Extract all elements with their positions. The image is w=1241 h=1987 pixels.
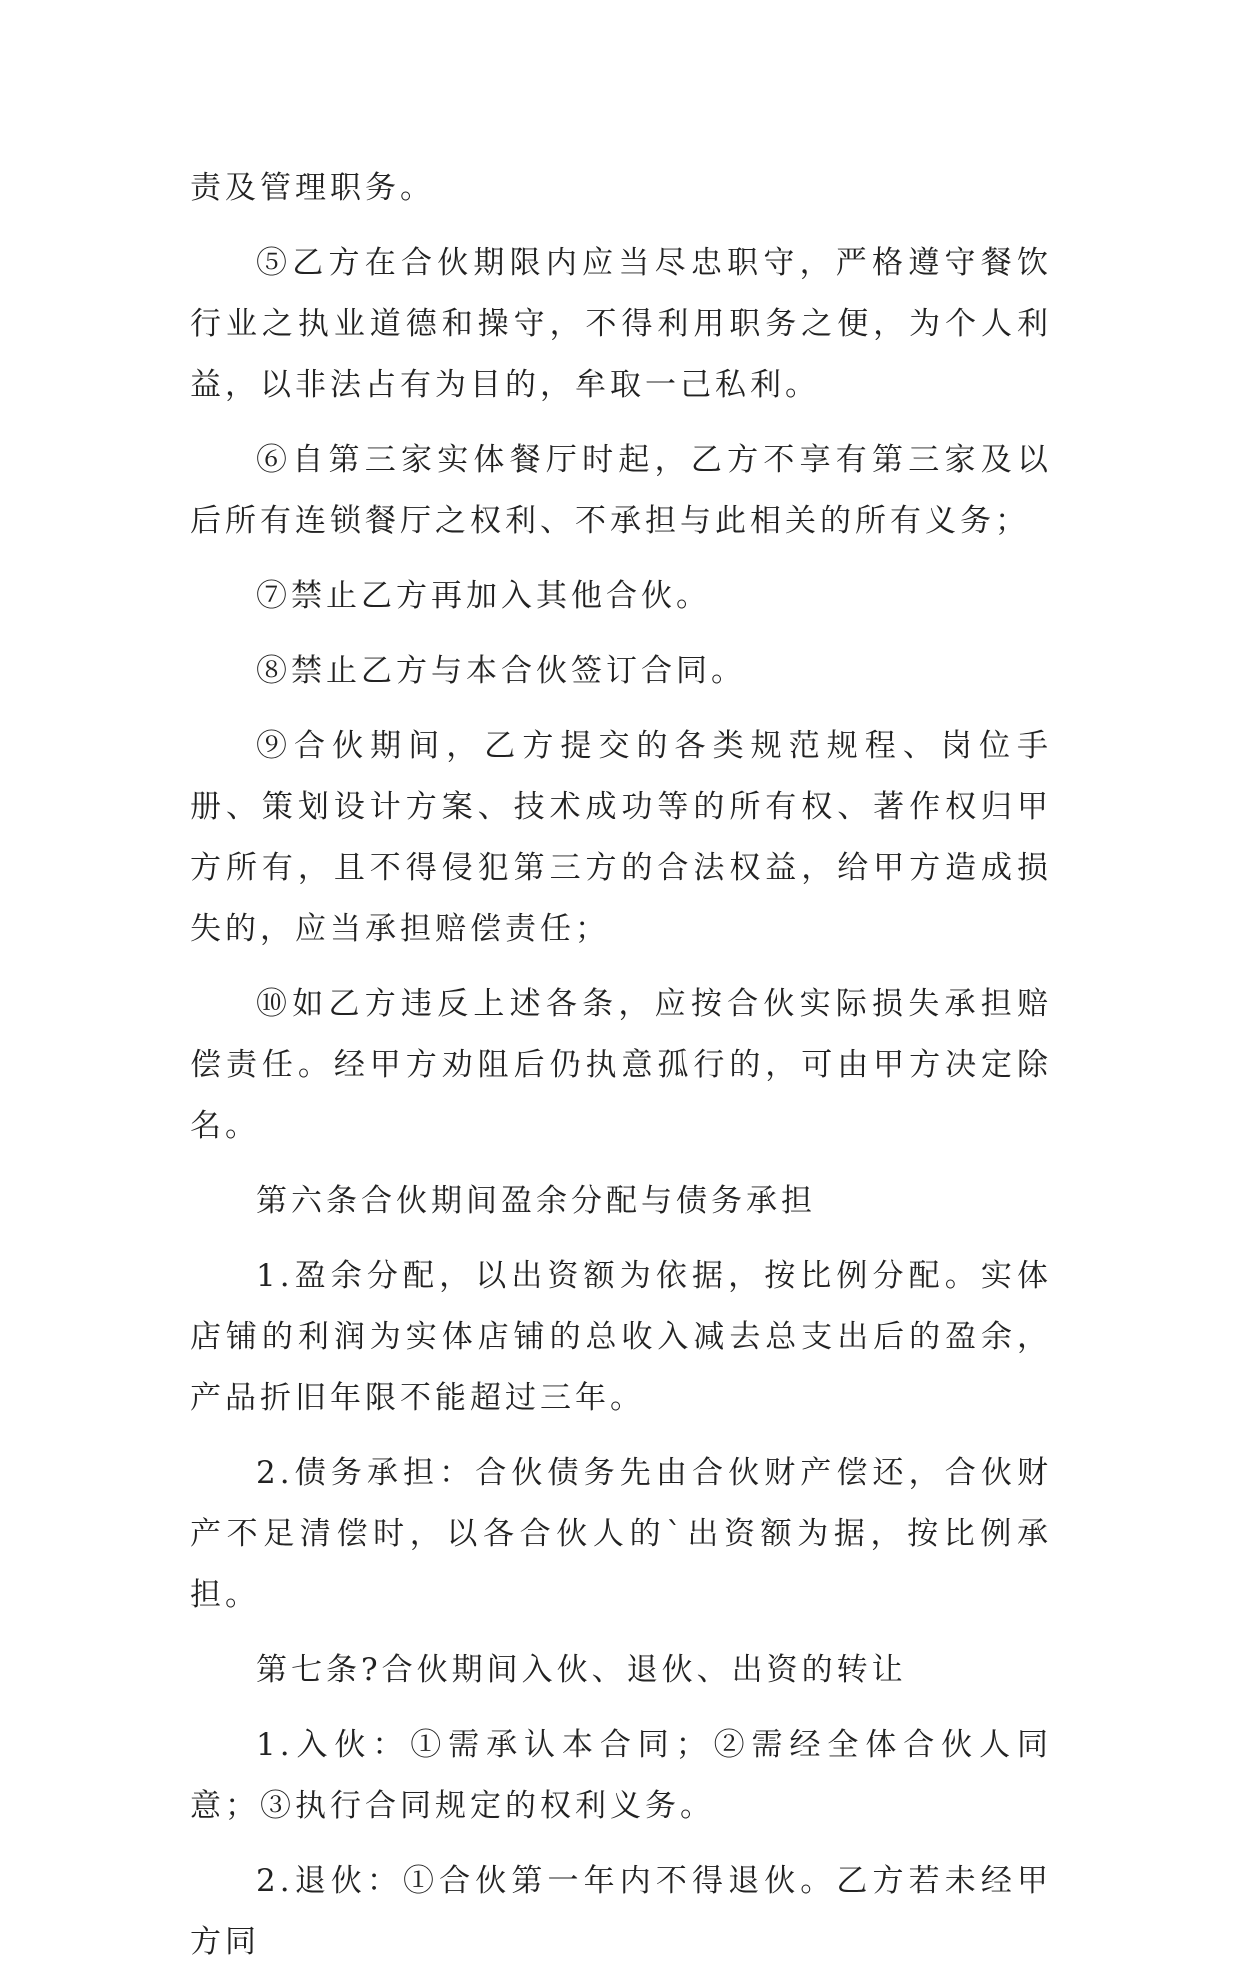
paragraph: 1.盈余分配，以出资额为依据，按比例分配。实体店铺的利润为实体店铺的总收入减去总支出后的盈余，产品折旧年限不能超过三年。 [190, 1258, 1052, 1416]
paragraph: ⑨合伙期间，乙方提交的各类规范规程、岗位手册、策划设计方案、技术成功等的所有权、著作权归甲方所有，且不得侵犯第三方的合法权益，给甲方造成损失的，应当承担赔偿责任； [190, 728, 1052, 947]
document-body [190, 158, 1052, 1987]
paragraph: ⑧禁止乙方与本合伙签订合同。 [256, 653, 746, 689]
paragraph: 2.退伙：①合伙第一年内不得退伙。乙方若未经甲方同 [190, 1863, 1052, 1960]
paragraph: ⑥自第三家实体餐厅时起，乙方不享有第三家及以后所有连锁餐厅之权利、不承担与此相关的所有义务； [190, 442, 1052, 539]
paragraph: 2.债务承担：合伙债务先由合伙财产偿还，合伙财产不足清偿时，以各合伙人的`出资额为据，按比例承担。 [190, 1455, 1052, 1613]
paragraph: ⑩如乙方违反上述各条，应按合伙实际损失承担赔偿责任。经甲方劝阻后仍执意孤行的，可由甲方决定除名。 [190, 986, 1052, 1144]
paragraph: ⑦禁止乙方再加入其他合伙。 [256, 578, 711, 614]
section-heading: 第七条?合伙期间入伙、退伙、出资的转让 [256, 1652, 907, 1688]
section-heading: 第六条合伙期间盈余分配与债务承担 [256, 1183, 816, 1219]
paragraph: ⑤乙方在合伙期限内应当尽忠职守，严格遵守餐饮行业之执业道德和操守，不得利用职务之便，为个人利益，以非法占有为目的，牟取一己私利。 [190, 245, 1052, 403]
paragraph: 1.入伙：①需承认本合同；②需经全体合伙人同意；③执行合同规定的权利义务。 [190, 1727, 1052, 1824]
paragraph: 责及管理职务。 [190, 170, 435, 206]
